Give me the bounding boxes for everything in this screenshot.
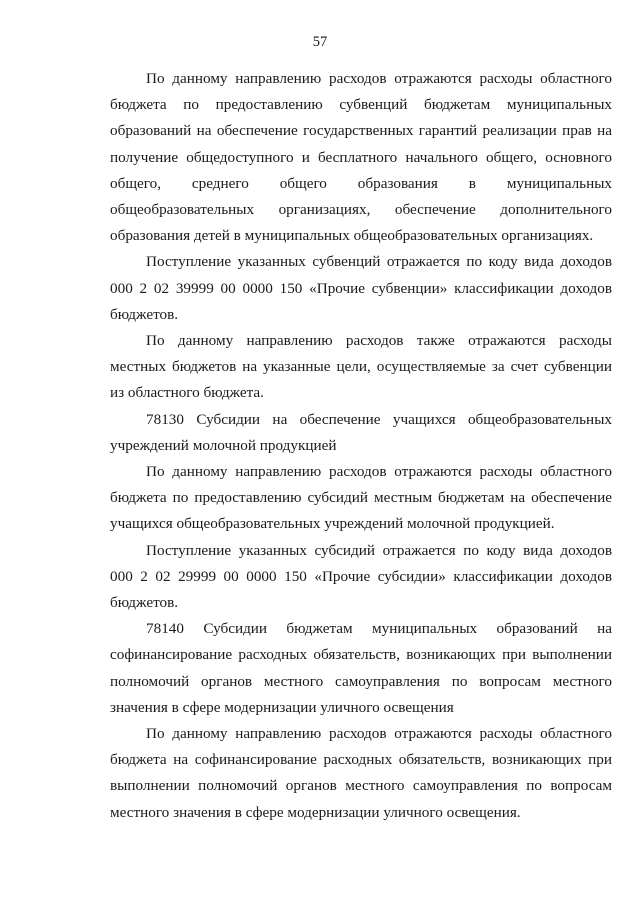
section-heading: 78140 Субсидии бюджетам муниципальных образований на софинансирование расходных обязательств, возникающих при выполнении полномочий органов местного самоуправления по вопросам местного значения в сфере модернизации уличного освещения xyxy=(110,620,612,716)
page-number: 57 xyxy=(312,34,328,50)
paragraph: По данному направлению расходов отражаются расходы областного бюджета по предоставлению субсидий местным бюджетам на обеспечение учащихся общеобразовательных учреждений молочной продукцией. xyxy=(110,463,612,533)
paragraph: Поступление указанных субвенций отражается по коду вида доходов 000 2 02 39999 00 0000 150 «Прочие субвенции» классификации доходов бюджетов. xyxy=(110,253,612,323)
section-heading: 78130 Субсидии на обеспечение учащихся общеобразовательных учреждений молочной продукцией xyxy=(110,410,612,454)
paragraph: По данному направлению расходов также отражаются расходы местных бюджетов на указанные цели, осуществляемые за счет субвенции из областного бюджета. xyxy=(110,332,612,402)
paragraph: По данному направлению расходов отражаются расходы областного бюджета по предоставлению субвенций бюджетам муниципальных образований на обеспечение государственных гарантий реализации прав на получение общедоступного и бесплатного начального общего, основного общего, среднего общего образования в муниципальных общеобразовательных организациях, обеспечение дополнительного образования детей в муниципальных общеобразовательных организациях. xyxy=(110,70,612,245)
paragraph: По данному направлению расходов отражаются расходы областного бюджета на софинансирование расходных обязательств, возникающих при выполнении полномочий органов местного самоуправления по вопросам местного значения в сфере модернизации уличного освещения. xyxy=(110,725,612,821)
body-text xyxy=(110,66,612,826)
paragraph: Поступление указанных субсидий отражается по коду вида доходов 000 2 02 29999 00 0000 150 «Прочие субсидии» классификации доходов бюджетов. xyxy=(110,541,612,612)
